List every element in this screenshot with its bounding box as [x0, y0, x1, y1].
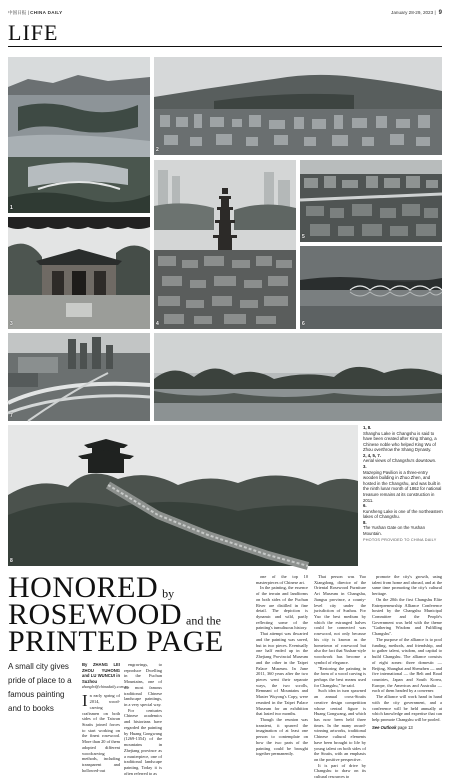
standfirst: A small city gives pride of place to a famous painting and to books: [8, 662, 72, 713]
article-column-3: [256, 574, 308, 757]
photo-credit: PHOTOS PROVIDED TO CHINA DAILY: [363, 537, 437, 542]
article-column-4: [314, 574, 366, 780]
caption-number: 3.: [363, 464, 367, 470]
paragraph: In the painting, the essence of the terrain and landforms on both sides of the Fuchun River are distilled in fine detail. The depiction is dynamic and wild, partly reflecting some of the painting's tumultuous history.: [256, 585, 308, 631]
headline-and-the: and the: [186, 613, 221, 628]
byline: By ZHANG LEI ZHOU YUHONG and LU WUNCUI in Suzhou: [82, 662, 120, 684]
photo-2-aerial-city-mountain: [154, 57, 442, 155]
photo-number: 4: [156, 321, 159, 327]
caption-text: The Yushan Gate on the Yushan Mountain.: [363, 525, 425, 536]
photo-number: 1: [10, 205, 13, 211]
article-column-2: [124, 662, 162, 776]
headline: [8, 571, 251, 658]
paper-name-cn: 中国日报: [8, 10, 27, 15]
see-outlook-link[interactable]: See Outlook page 13: [372, 724, 413, 730]
title-divider: [8, 46, 442, 47]
masthead-left: 中国日报 | CHINA DAILY: [8, 10, 63, 15]
photo-1-shanghu-lake: [8, 57, 150, 213]
photo-number: 7: [10, 413, 13, 419]
photo-number: 5: [302, 234, 305, 240]
photo-lake-forest-shore: [154, 333, 442, 421]
paragraph: The purpose of the alliance is to pool funding, methods, and friendship, and to gather talent, wisdom, and capital to build Changshu. The alliance consists of eight zones: three domestic — Beijing, Shanghai and Shenzhen — and five international — the Belt and Road countries, Japan and South Korea, Europe, the Americas and Australia — each of them headed by a convener.: [372, 636, 442, 694]
byline-email: zhanglei@chinadaily.com.cn: [82, 684, 129, 690]
paragraph: It is part of drive by Changshu to draw on its cultural resources to: [314, 762, 366, 780]
paragraph: The alliance will work hand in hand with the city government, and a conference will be held annually at which knowledge and expertise that can help promote Changshu will be pooled.: [372, 694, 442, 722]
photo-3-mazeping-pavilion: [8, 217, 150, 329]
paragraph: engravings, to reproduce Dwelling in the Fuchun Mountains, one of the most famous traditional Chinese landscape paintings, in a very special way.: [124, 662, 162, 708]
paragraph: In early spring of 2014, wood-carving craftsmen on both sides of the Taiwan Straits joined forces to start working on the finest rosewood. More than 20 of them adopted different woodcarving methods, including transparent and hollowed-out: [82, 691, 120, 773]
photo-8-yushan-gate: [8, 425, 358, 566]
paragraph: That attempt was thwarted and the painting was saved, but in two pieces. Eventually one half ended up in the Zhejiang Provincial Museum and the other in the Taipei Palace Museum. In June 2011, 360 years after the two pieces went their separate ways, the two scrolls, Remnant of Mountains and Master Wuyong's Copy, were reunited in the Taipei Palace Museum for an exhibition that lasted two months.: [256, 631, 308, 717]
caption-text: Shanghu Lake in Changshu is said to have been created after King Shang, a Chinese noble who helped King Wu of Zhou overthrow the Shang Dynasty.: [363, 430, 437, 453]
headline-line-2: ROSEWOOD: [8, 598, 182, 631]
photo-captions: [363, 425, 443, 542]
caption-text: Aerial views of Changshu's downtown.: [363, 458, 437, 464]
photo-number: 8: [10, 558, 13, 564]
issue-date: January 28-29, 2023: [391, 10, 434, 15]
paragraph: promote the city's growth, using talent from home and abroad, and at the same time promoting the city's cultural heritage.: [372, 574, 442, 597]
headline-line-3: PRINTED PAGE: [8, 625, 224, 658]
photo-5-city-aerial: [300, 160, 442, 242]
photo-number: 2: [156, 147, 159, 153]
photo-6-kunsheng-lake: [300, 246, 442, 329]
article-column-5: [372, 574, 442, 742]
paragraph: Such idea in turn spawned an annual cross-Straits creative design competition whose central figure is Huang Gongwang, and which has now been held three times. In the many award-winning artworks, traditional Chinese cultural elements have been brought to life by young talent on both sides of the Straits, with an emphasis on the positive perspective.: [314, 688, 366, 762]
headline-by: by: [162, 586, 175, 601]
paper-name: CHINA DAILY: [30, 10, 63, 15]
paragraph: one of the top 10 masterpieces of Chinese art.: [256, 574, 308, 585]
caption-text: Kunsheng Lake is one of the northeastern lakes of Changshu.: [363, 508, 443, 520]
paragraph: Though the reunion was transient, it spurred the imagination of at least one person to contemplate on how the two parts of the painting could be brought together permanently.: [256, 716, 308, 757]
caption-number: 2, 4, 5, 7.: [363, 452, 381, 458]
caption-number: 6.: [363, 503, 367, 509]
section-title: LIFE: [8, 20, 59, 45]
photo-number: 3: [10, 321, 13, 327]
page-number: 9: [438, 10, 442, 16]
masthead: [8, 8, 442, 18]
caption-number: 1, 8.: [363, 425, 372, 430]
drop-cap: I: [82, 691, 88, 711]
photo-4-pagoda-cityscape: [154, 160, 296, 329]
article-column-1: [82, 662, 129, 773]
paragraph: That person was Yao Xiangdong, director of the Oriental Rosewood Furniture Art Museum in Changshu, Jiangsu province, a county-level city under the jurisdiction of Suzhou. For Yao the best medium by which the estranged halves could be connected was rosewood, not only because his city is known as the hometown of rosewood but also the fact that Yushan-style woodwork has become a symbol of elegance.: [314, 574, 366, 665]
photo-7-highway-aerial: [8, 333, 150, 421]
caption-number: 8.: [363, 519, 367, 525]
paragraph: "Restoring the painting in the form of a wood carving is perhaps the best means used for Changshu," he said.: [314, 665, 366, 688]
photo-number: 6: [302, 321, 305, 327]
masthead-right: January 28-29, 2023 | 9: [391, 10, 442, 16]
paragraph: For centuries Chinese academics and historians have regarded the painting by Huang Gongwang (1269-1354) of the mountains in Zhejiang province as a masterpiece, one of traditional landscape painting. Today it is often referred to as: [124, 707, 162, 776]
headline-line-1: HONORED: [8, 571, 159, 604]
paragraph: On the 20th the first Changshu Elite Entrepreneurship Alliance Conference hosted by the Changshu Municipal Committee and the People's Government was held with the theme "Gathering Wisdom and Fulfilling Changshu".: [372, 596, 442, 637]
caption-text: Mazeping Pavilion is a three-entry wooden building in Zhuo Zhen, and hosted in the Changshu, and was built in the ninth lunar month of 1862 for national treasure remains at its construction in 2011.: [363, 469, 442, 503]
